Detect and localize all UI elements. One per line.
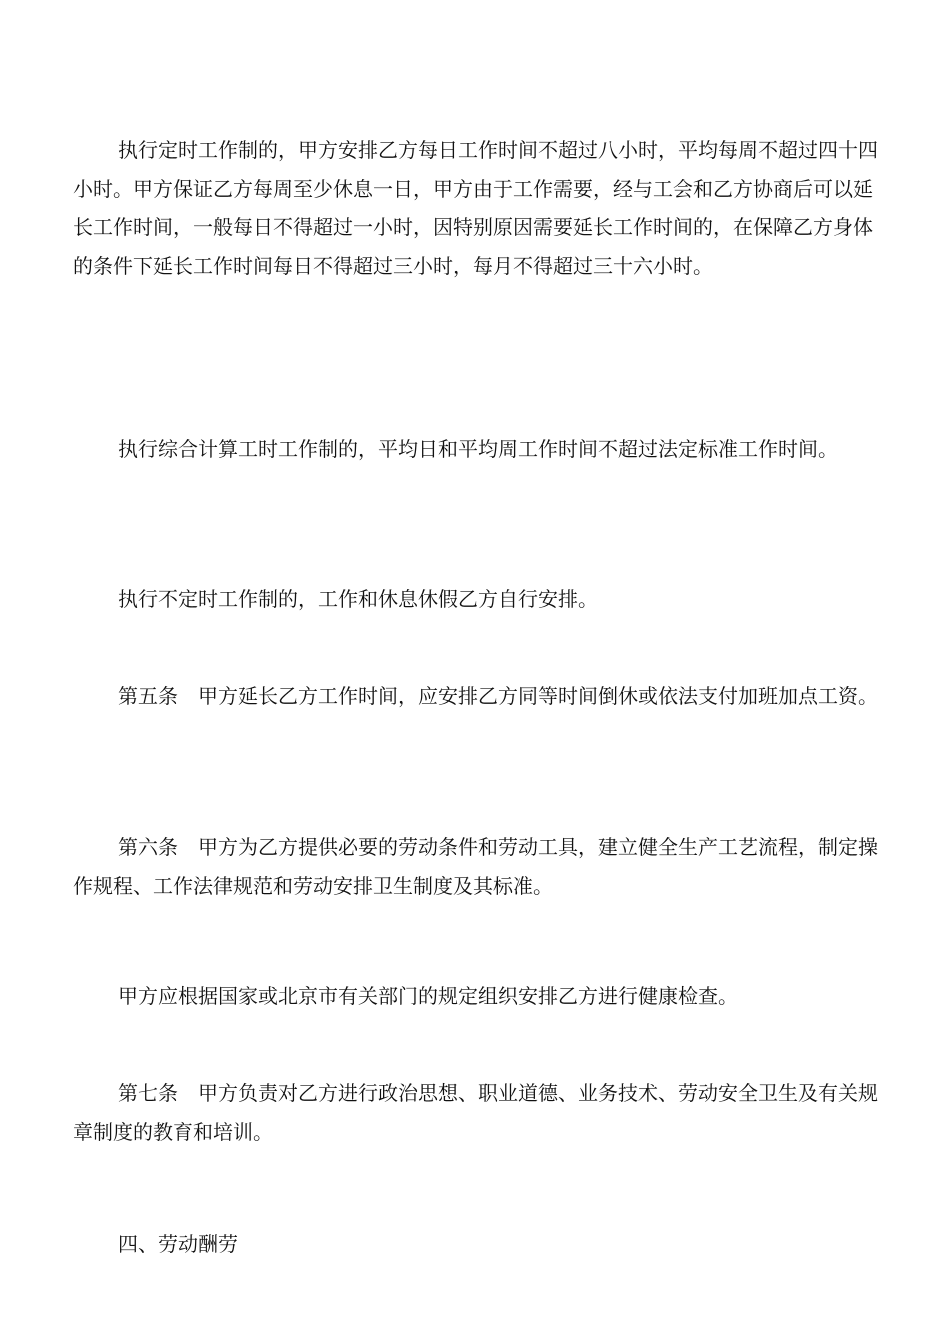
- paragraph-flexible-hours: 执行不定时工作制的，工作和休息休假乙方自行安排。: [118, 587, 598, 611]
- paragraph-article-6: 第六条 甲方为乙方提供必要的劳动条件和劳动工具，建立健全生产工艺流程，制定操作规程、工作法律规范和劳动安排卫生制度及其标准。: [73, 835, 878, 898]
- paragraph-article-5: 第五条 甲方延长乙方工作时间，应安排乙方同等时间倒休或依法支付加班加点工资。: [118, 684, 878, 708]
- paragraph-health-check: 甲方应根据国家或北京市有关部门的规定组织安排乙方进行健康检查。: [118, 984, 738, 1008]
- paragraph-article-7: 第七条 甲方负责对乙方进行政治思想、职业道德、业务技术、劳动安全卫生及有关规章制度的教育和培训。: [73, 1081, 878, 1144]
- paragraph-fixed-hours: 执行定时工作制的，甲方安排乙方每日工作时间不超过八小时，平均每周不超过四十四小时。甲方保证乙方每周至少休息一日，甲方由于工作需要，经与工会和乙方协商后可以延长工作时间，一般每日不得超过一小时，因特别原因需要延长工作时间的，在保障乙方身体的条件下延长工作时间每日不得超过三小时，每月不得超过三十六小时。: [73, 138, 878, 278]
- paragraph-comprehensive-hours: 执行综合计算工时工作制的，平均日和平均周工作时间不超过法定标准工作时间。: [118, 437, 838, 461]
- section-heading-remuneration: 四、劳动酬劳: [118, 1232, 238, 1256]
